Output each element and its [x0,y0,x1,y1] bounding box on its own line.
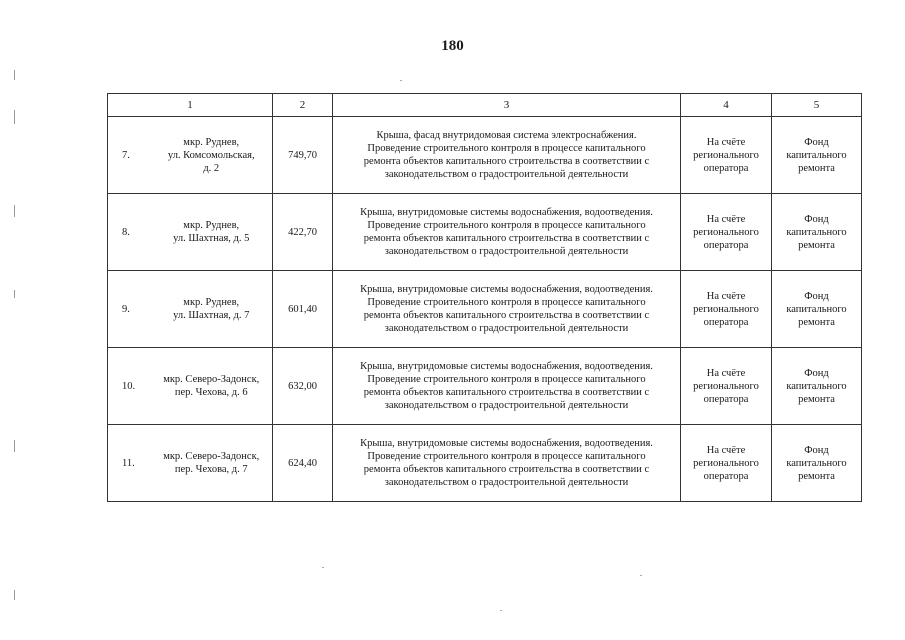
fund-cell [772,117,862,194]
address-cell [151,348,273,425]
responsible-line: На счёте [706,290,746,302]
responsible-line: На счёте [706,444,746,456]
works-line: Крыша, внутридомовые системы водоснабжения, водоотведения. [360,207,653,218]
responsible-line: оператора [703,470,749,482]
address-line: пер. Чехова, д. 6 [174,387,248,398]
scan-margin-mark [14,590,15,600]
address-line: ул. Шахтная, д. 5 [173,233,250,244]
responsible-line: оператора [703,393,749,405]
address-cell [151,117,273,194]
column-header-1: 1 [108,94,273,117]
works-line: законодательством о градостроительной деятельности [384,477,629,488]
column-header-3: 3 [333,94,681,117]
fund-line: ремонта [798,470,835,482]
responsible-line: регионального [693,380,759,392]
address-line: ул. Шахтная, д. 7 [173,310,250,321]
fund-line: Фонд [804,444,829,456]
responsible-line: регионального [693,457,759,469]
table-row [108,425,862,502]
fund-line: ремонта [798,162,835,174]
responsible-cell [681,271,772,348]
row-number: 8. [108,194,151,271]
fund-line: ремонта [798,316,835,328]
address-line: мкр. Руднев, [183,297,240,308]
fund-line: капитального [786,226,847,238]
works-cell [333,425,681,502]
responsible-line: На счёте [706,367,746,379]
responsible-line: регионального [693,303,759,315]
works-line: Крыша, внутридомовые системы водоснабжения, водоотведения. [360,438,653,449]
works-line: законодательством о градостроительной деятельности [384,246,629,257]
table-header-row [108,94,862,117]
works-line: Проведение строительного контроля в процессе капитального [367,143,646,154]
works-cell [333,348,681,425]
works-line: ремонта объектов капитального строительства в соответствии с [363,464,650,475]
address-line: мкр. Руднев, [183,220,240,231]
fund-line: ремонта [798,239,835,251]
works-line: Проведение строительного контроля в процессе капитального [367,297,646,308]
works-cell [333,271,681,348]
works-line: ремонта объектов капитального строительства в соответствии с [363,387,650,398]
responsible-line: оператора [703,239,749,251]
table-row [108,348,862,425]
row-number: 7. [108,117,151,194]
works-cell [333,117,681,194]
scan-speck [400,80,402,81]
works-line: ремонта объектов капитального строительства в соответствии с [363,310,650,321]
responsible-line: На счёте [706,136,746,148]
responsible-cell [681,117,772,194]
column-header-4: 4 [681,94,772,117]
address-line: мкр. Северо-Задонск, [163,451,260,462]
table-row [108,117,862,194]
row-number: 11. [108,425,151,502]
address-line: ул. Комсомольская, [167,149,255,161]
works-line: законодательством о градостроительной деятельности [384,169,629,180]
address-line: мкр. Северо-Задонск, [163,374,260,385]
page-number: 180 [441,38,464,54]
fund-line: капитального [786,457,847,469]
fund-line: капитального [786,380,847,392]
fund-line: Фонд [804,136,829,148]
works-line: ремонта объектов капитального строительства в соответствии с [363,156,650,167]
responsible-line: оператора [703,316,749,328]
scan-speck [322,567,324,568]
fund-cell [772,425,862,502]
scan-margin-mark [14,70,15,80]
scan-speck [500,610,502,611]
scan-margin-mark [14,110,15,124]
scan-margin-mark [14,440,15,452]
address-line: д. 2 [203,162,220,174]
responsible-cell [681,348,772,425]
works-line: законодательством о градостроительной деятельности [384,400,629,411]
responsible-line: регионального [693,149,759,161]
fund-line: Фонд [804,213,829,225]
fund-cell [772,348,862,425]
area-cell: 632,00 [273,348,333,425]
responsible-line: На счёте [706,213,746,225]
row-number: 10. [108,348,151,425]
column-header-2: 2 [273,94,333,117]
responsible-line: оператора [703,162,749,174]
fund-line: капитального [786,303,847,315]
scan-margin-mark [14,290,15,298]
fund-line: Фонд [804,290,829,302]
fund-line: капитального [786,149,847,161]
row-number: 9. [108,271,151,348]
address-line: мкр. Руднев, [183,136,240,148]
table-row [108,271,862,348]
area-cell: 601,40 [273,271,333,348]
responsible-cell [681,425,772,502]
responsible-cell [681,194,772,271]
works-line: Крыша, фасад внутридомовая система электроснабжения. [376,130,637,141]
address-cell [151,194,273,271]
column-header-5: 5 [772,94,862,117]
works-line: Крыша, внутридомовые системы водоснабжения, водоотведения. [360,284,653,295]
works-cell [333,194,681,271]
area-cell: 624,40 [273,425,333,502]
fund-cell [772,194,862,271]
fund-line: Фонд [804,367,829,379]
area-cell: 749,70 [273,117,333,194]
fund-line: ремонта [798,393,835,405]
scan-margin-mark [14,205,15,217]
scan-speck [640,575,642,576]
works-line: Проведение строительного контроля в процессе капитального [367,451,646,462]
works-line: ремонта объектов капитального строительства в соответствии с [363,233,650,244]
fund-cell [772,271,862,348]
address-cell [151,271,273,348]
works-line: Проведение строительного контроля в процессе капитального [367,220,646,231]
table-row [108,194,862,271]
works-line: законодательством о градостроительной деятельности [384,323,629,334]
address-line: пер. Чехова, д. 7 [174,464,248,475]
works-line: Проведение строительного контроля в процессе капитального [367,374,646,385]
address-cell [151,425,273,502]
responsible-line: регионального [693,226,759,238]
works-line: Крыша, внутридомовые системы водоснабжения, водоотведения. [360,361,653,372]
repair-works-table [107,93,862,502]
area-cell: 422,70 [273,194,333,271]
